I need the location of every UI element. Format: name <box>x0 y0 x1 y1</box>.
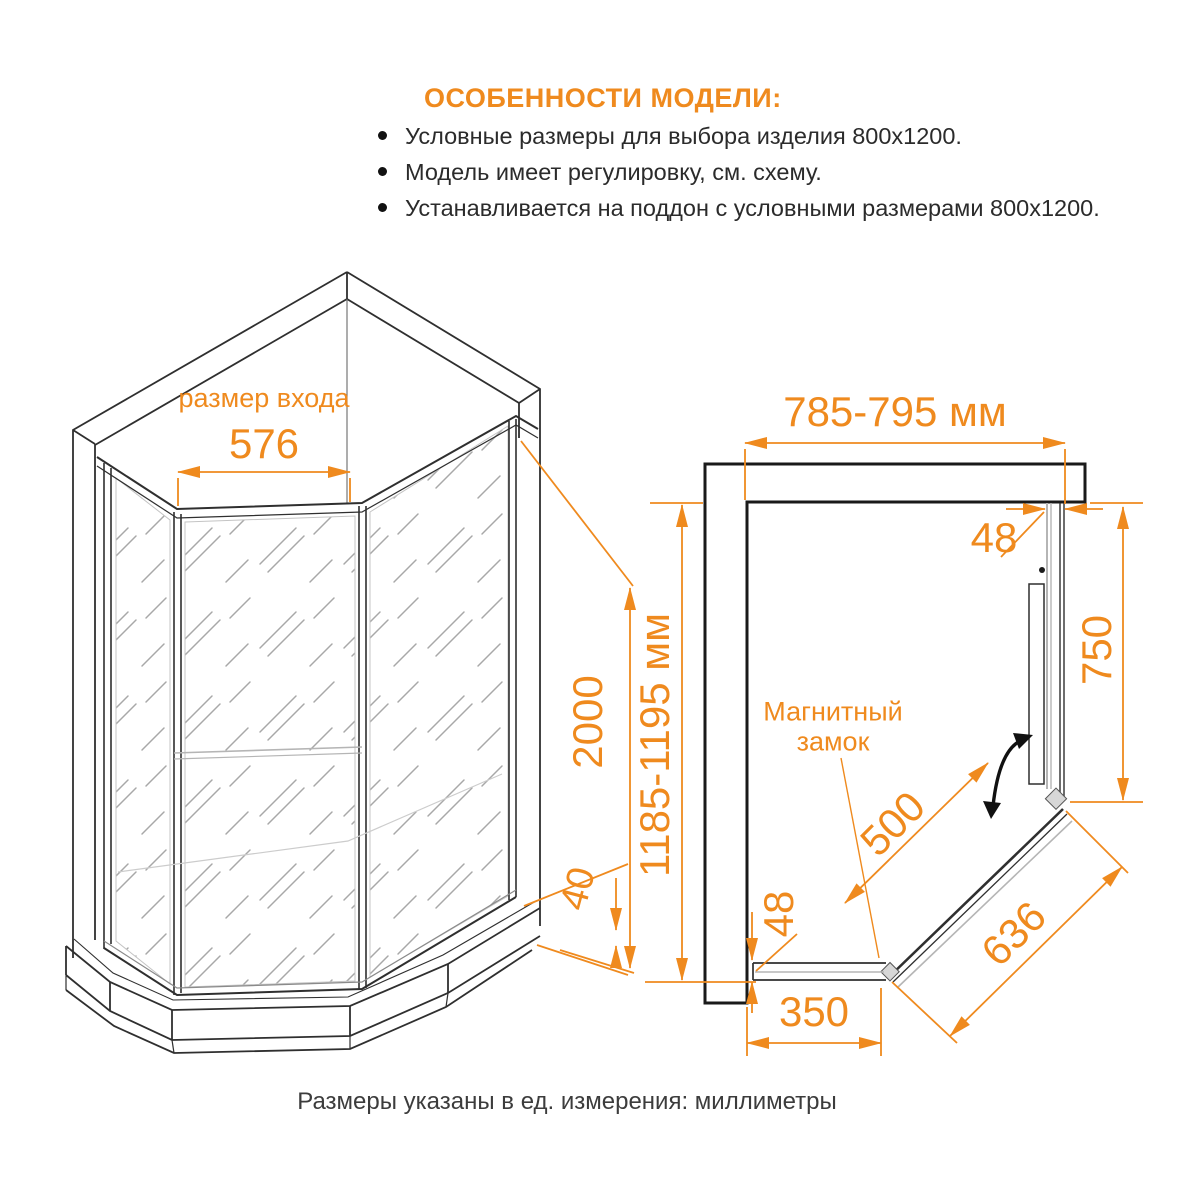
bottom-panel-value: 350 <box>778 987 850 1035</box>
iso-drawing <box>66 272 634 1053</box>
feature-text: Условные размеры для выбора изделия 800x1200. <box>405 123 962 149</box>
units-note: Размеры указаны в ед. измерения: миллиметры <box>297 1088 837 1115</box>
entrance-size-label: размер входа <box>178 383 350 414</box>
door-open-position <box>1029 584 1044 784</box>
profile-top-value: 48 <box>970 513 1018 561</box>
entrance-width-value: 576 <box>228 419 300 467</box>
feature-text: Модель имеет регулировку, см. схему. <box>405 159 822 185</box>
magnetic-lock-label: Магнитный замок <box>763 696 903 756</box>
side-panel-value: 750 <box>1072 614 1120 686</box>
diagonal-panel-value: 636 <box>972 892 1055 975</box>
door-opening-value: 500 <box>851 782 934 865</box>
door-swing-arrow <box>983 733 1033 819</box>
plan-depth-value: 1185-1195 мм <box>630 612 678 878</box>
page-title: ОСОБЕННОСТИ МОДЕЛИ: <box>424 83 782 113</box>
base-profile-value: 40 <box>552 862 604 915</box>
plan-width-value: 785-795 мм <box>783 387 1007 435</box>
feature-text: Устанавливается на поддон с условными размерами 800x1200. <box>405 195 1100 221</box>
height-value: 2000 <box>563 675 611 769</box>
profile-bottom-value: 48 <box>754 890 802 938</box>
